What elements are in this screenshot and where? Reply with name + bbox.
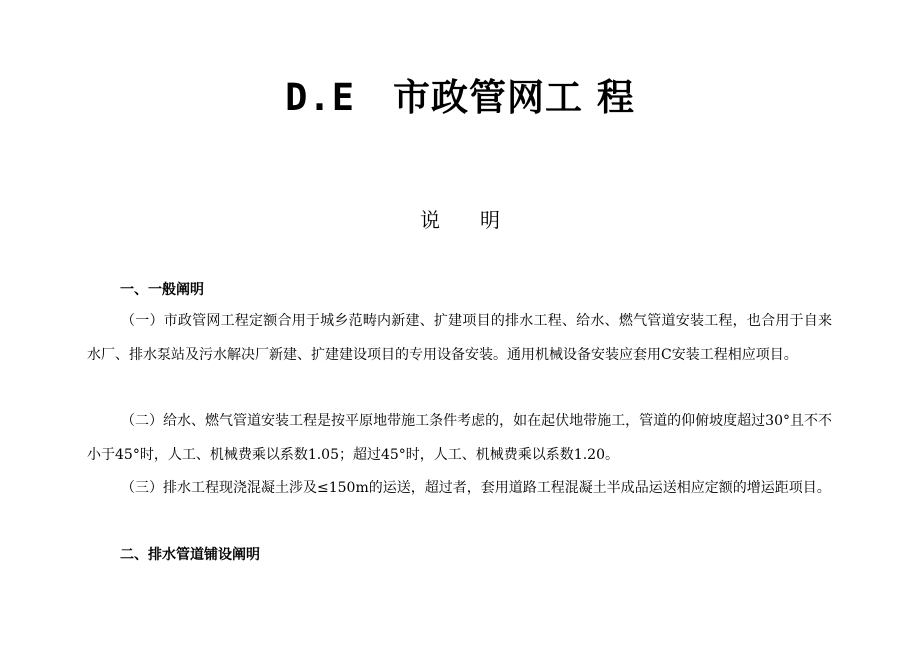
section-heading-general: 一、一般阐明 [120,282,204,298]
explanation-heading: 说明 [420,208,540,232]
paragraph-1: （一）市政管网工程定额合用于城乡范畴内新建、扩建项目的排水工程、给水、燃气管道安装工程，也合用于自来水厂、排水泵站及污水解决厂新建、扩建建设项目的专用设备安装。通用机械设备安装应套用C安装工程相应项目。 [87,313,832,363]
document-title [0,76,920,120]
paragraph-2: （二）给水、燃气管道安装工程是按平原地带施工条件考虑的，如在起伏地带施工，管道的仰俯坡度超过30°且不不小于45°时，人工、机械费乘以系数1.05；超过45°时，人工、机械费乘以系数1.20。 [87,413,832,463]
paragraph-3: （三）排水工程现浇混凝土涉及≤150m的运送，超过者，套用道路工程混凝土半成品运送相应定额的增运距项目。 [121,480,831,496]
title-code: D.E [285,76,355,119]
title-text: 市政管网工 程 [392,76,635,119]
section-heading-drainage: 二、排水管道铺设阐明 [120,547,260,563]
